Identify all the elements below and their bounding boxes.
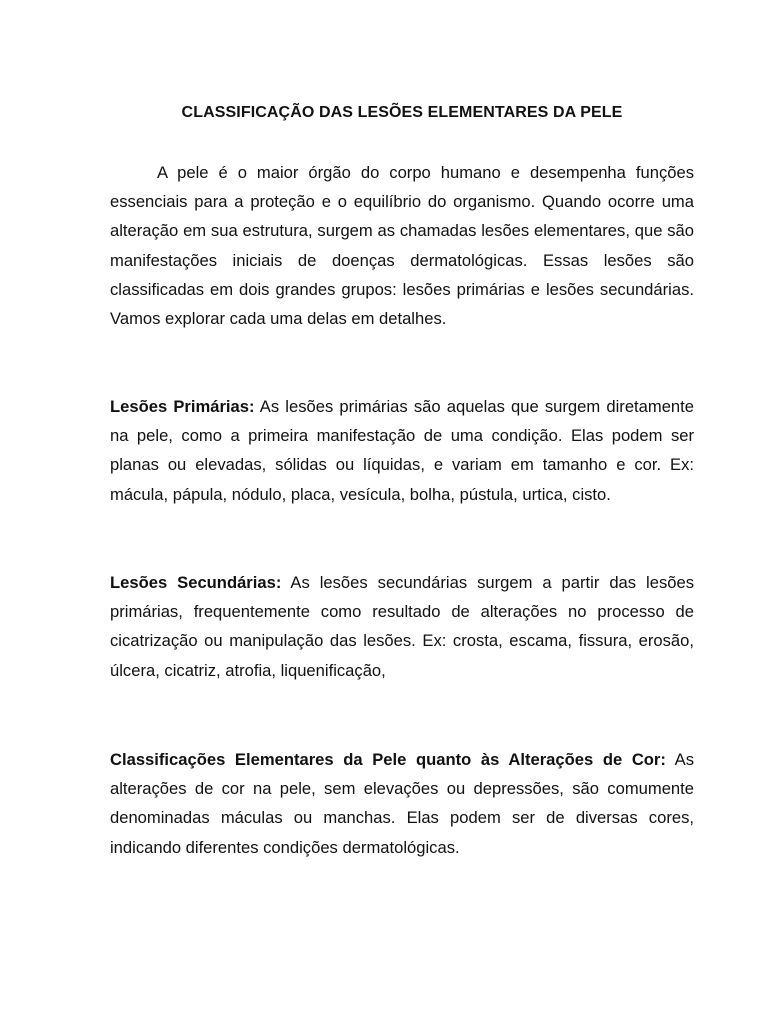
color-alterations-paragraph bbox=[110, 745, 694, 862]
document-title: CLASSIFICAÇÃO DAS LESÕES ELEMENTARES DA PELE bbox=[181, 104, 623, 121]
secondary-lesions-heading: Lesões Secundárias: bbox=[110, 573, 282, 592]
primary-lesions-heading: Lesões Primárias: bbox=[110, 397, 255, 416]
secondary-lesions-text: As lesões secundárias surgem a partir das lesões primárias, frequentemente como resultado de alterações no processo de cicatrização ou manipulação das lesões. Ex: crosta, escama, fissura, erosão, úlcera, cicatriz, atrofia, liquenificação, bbox=[110, 573, 694, 680]
intro-paragraph: A pele é o maior órgão do corpo humano e desempenha funções essenciais para a proteção e o equilíbrio do organismo. Quando ocorre uma alteração em sua estrutura, surgem as chamadas lesões elementares, que são manifestações iniciais de doenças dermatológicas. Essas lesões são classificadas em dois grandes grupos: lesões primárias e lesões secundárias. Vamos explorar cada uma delas em detalhes. bbox=[110, 163, 694, 329]
color-alterations-heading: Classificações Elementares da Pele quanto às Alterações de Cor: bbox=[110, 750, 666, 769]
primary-lesions-paragraph bbox=[110, 392, 694, 509]
secondary-lesions-paragraph bbox=[110, 568, 694, 685]
color-alterations-text: As alterações de cor na pele, sem elevações ou depressões, são comumente denominadas máculas ou manchas. Elas podem ser de diversas cores, indicando diferentes condições dermatológicas. bbox=[110, 750, 694, 857]
primary-lesions-text: As lesões primárias são aquelas que surgem diretamente na pele, como a primeira manifestação de uma condição. Elas podem ser planas ou elevadas, sólidas ou líquidas, e variam em tamanho e cor. Ex: mácula, pápula, nódulo, placa, vesícula, bolha, pústula, urtica, cisto. bbox=[110, 397, 695, 504]
